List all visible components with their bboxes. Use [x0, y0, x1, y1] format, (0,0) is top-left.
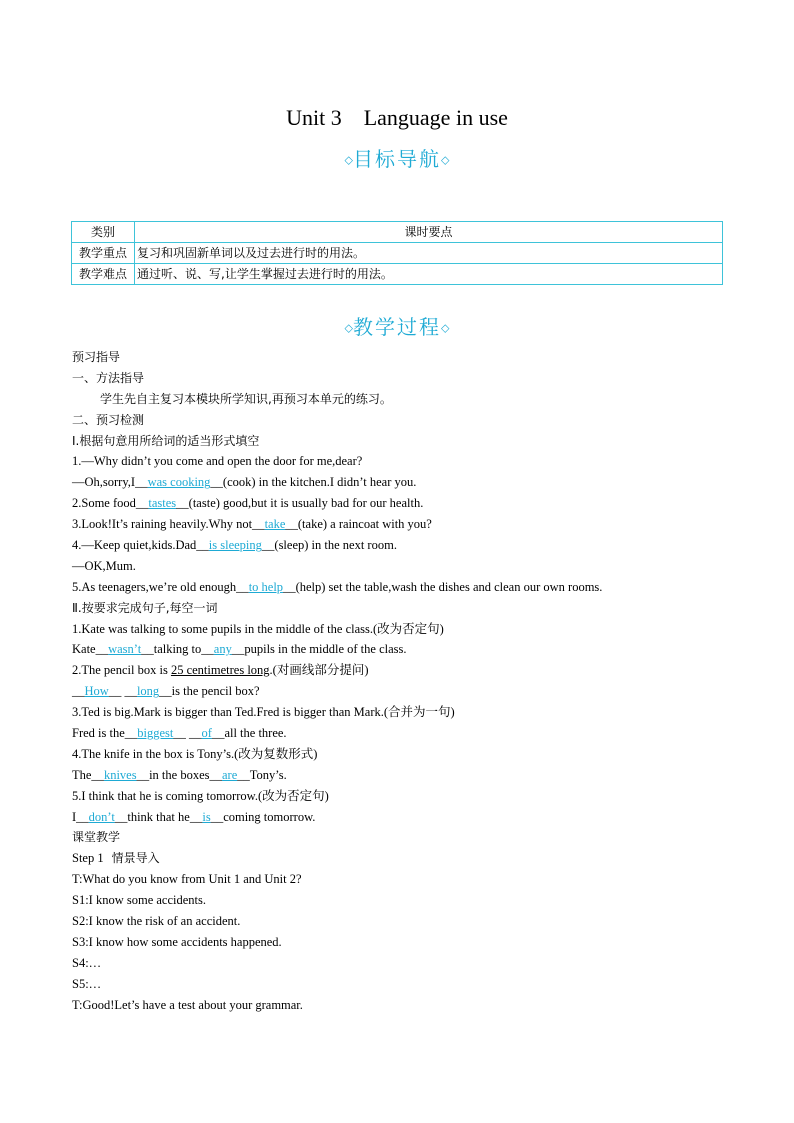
section-heading-goals — [0, 146, 794, 174]
dialogue-line: S5:… — [72, 976, 102, 991]
method-text: 学生先自主复习本模块所学知识,再预习本单元的练习。 — [100, 391, 392, 406]
exercise-line: 4.The knife in the box is Tony’s.(改为复数形式) — [72, 746, 318, 761]
subheading-check: 二、预习检测 — [72, 412, 145, 427]
answer-text: was cooking — [147, 475, 211, 490]
exercise-line: __How__ __long__is the pencil box? — [72, 684, 260, 699]
table-cell: 教学难点 — [72, 264, 135, 285]
exercise-line: 2.Some food__tastes__(taste) good,but it is usually bad for our health. — [72, 496, 424, 511]
diamond-icon: ◇ — [441, 153, 450, 167]
exercise-line: 5.I think that he is coming tomorrow.(改为否定句) — [72, 788, 329, 803]
table-cell: 教学重点 — [72, 243, 135, 264]
table-header-row — [72, 222, 723, 243]
answer-text: of — [201, 726, 212, 741]
exercise-line: 4.—Keep quiet,kids.Dad__is sleeping__(sleep) in the next room. — [72, 538, 397, 553]
answer-text: knives — [103, 767, 137, 782]
section-heading-process-text: 教学过程 — [353, 315, 441, 339]
exercise-line: —Oh,sorry,I__was cooking__(cook) in the kitchen.I didn’t hear you. — [72, 475, 417, 490]
exercise-line: 1.Kate was talking to some pupils in the middle of the class.(改为否定句) — [72, 621, 444, 636]
dialogue-line: T:Good!Let’s have a test about your grammar. — [72, 997, 303, 1012]
subheading-method: 一、方法指导 — [72, 370, 145, 385]
diamond-icon: ◇ — [344, 153, 353, 167]
exercise-line: Fred is the__biggest__ __of__all the three. — [72, 726, 287, 741]
dialogue-line: S2:I know the risk of an accident. — [72, 914, 241, 929]
dialogue-line: S1:I know some accidents. — [72, 893, 207, 908]
exercise-line: 3.Ted is big.Mark is bigger than Ted.Fred is bigger than Mark.(合并为一句) — [72, 705, 455, 720]
table-header-cell: 课时要点 — [135, 222, 723, 243]
lesson-body — [72, 347, 732, 1016]
answer-text: don’t — [88, 809, 115, 824]
section-heading-goals-text: 目标导航 — [353, 147, 441, 171]
exercise-one-heading: Ⅰ.根据句意用所给词的适当形式填空 — [72, 433, 260, 448]
dialogue-line: S3:I know how some accidents happened. — [72, 934, 282, 949]
exercise-line: 3.Look!It’s raining heavily.Why not__take__(take) a raincoat with you? — [72, 517, 432, 532]
exercise-line: I__don’t__think that he__is__coming tomorrow. — [72, 809, 316, 824]
step-heading: Step 1 情景导入 — [72, 851, 160, 866]
exercise-line: —OK,Mum. — [72, 558, 136, 573]
title-unit: Unit 3 — [286, 105, 342, 130]
table-row — [72, 243, 723, 264]
answer-text: tastes — [148, 496, 177, 511]
answer-text: is — [202, 809, 211, 824]
answer-text: are — [222, 767, 238, 782]
goals-table — [71, 221, 723, 285]
diamond-icon: ◇ — [441, 321, 450, 335]
exercise-line: The__knives__in the boxes__are__Tony’s. — [72, 767, 287, 782]
title-topic: Language in use — [363, 105, 508, 130]
exercise-line: Kate__wasn’t__talking to__any__pupils in the middle of the class. — [72, 642, 407, 657]
exercise-line: 5.As teenagers,we’re old enough__to help__(help) set the table,wash the dishes and clean our own rooms. — [72, 579, 603, 594]
table-cell: 通过听、说、写,让学生掌握过去进行时的用法。 — [135, 264, 723, 285]
table-row — [72, 264, 723, 285]
dialogue-line: S4:… — [72, 955, 102, 970]
answer-text: wasn’t — [108, 642, 142, 657]
answer-text: long — [136, 684, 160, 699]
dialogue-line: T:What do you know from Unit 1 and Unit 2? — [72, 872, 302, 887]
answer-text: take — [264, 517, 286, 532]
underlined-phrase: 25 centimetres long — [170, 663, 270, 678]
table-cell: 复习和巩固新单词以及过去进行时的用法。 — [135, 243, 723, 264]
table-header-cell: 类别 — [72, 222, 135, 243]
exercise-line: 2.The pencil box is 25 centimetres long.(对画线部分提问) — [72, 663, 369, 678]
subheading-classroom: 课堂教学 — [72, 830, 121, 845]
exercise-line: 1.—Why didn’t you come and open the door for me,dear? — [72, 454, 363, 469]
exercise-two-heading: Ⅱ.按要求完成句子,每空一词 — [72, 600, 218, 615]
answer-text: is sleeping — [208, 538, 262, 553]
subheading-preview: 预习指导 — [72, 350, 121, 364]
answer-text: to help — [248, 579, 284, 594]
page-title — [0, 104, 794, 132]
section-heading-process — [0, 314, 794, 342]
answer-text: biggest — [137, 726, 174, 741]
diamond-icon: ◇ — [344, 321, 353, 335]
answer-text: How — [84, 684, 109, 699]
answer-text: any — [213, 642, 232, 657]
